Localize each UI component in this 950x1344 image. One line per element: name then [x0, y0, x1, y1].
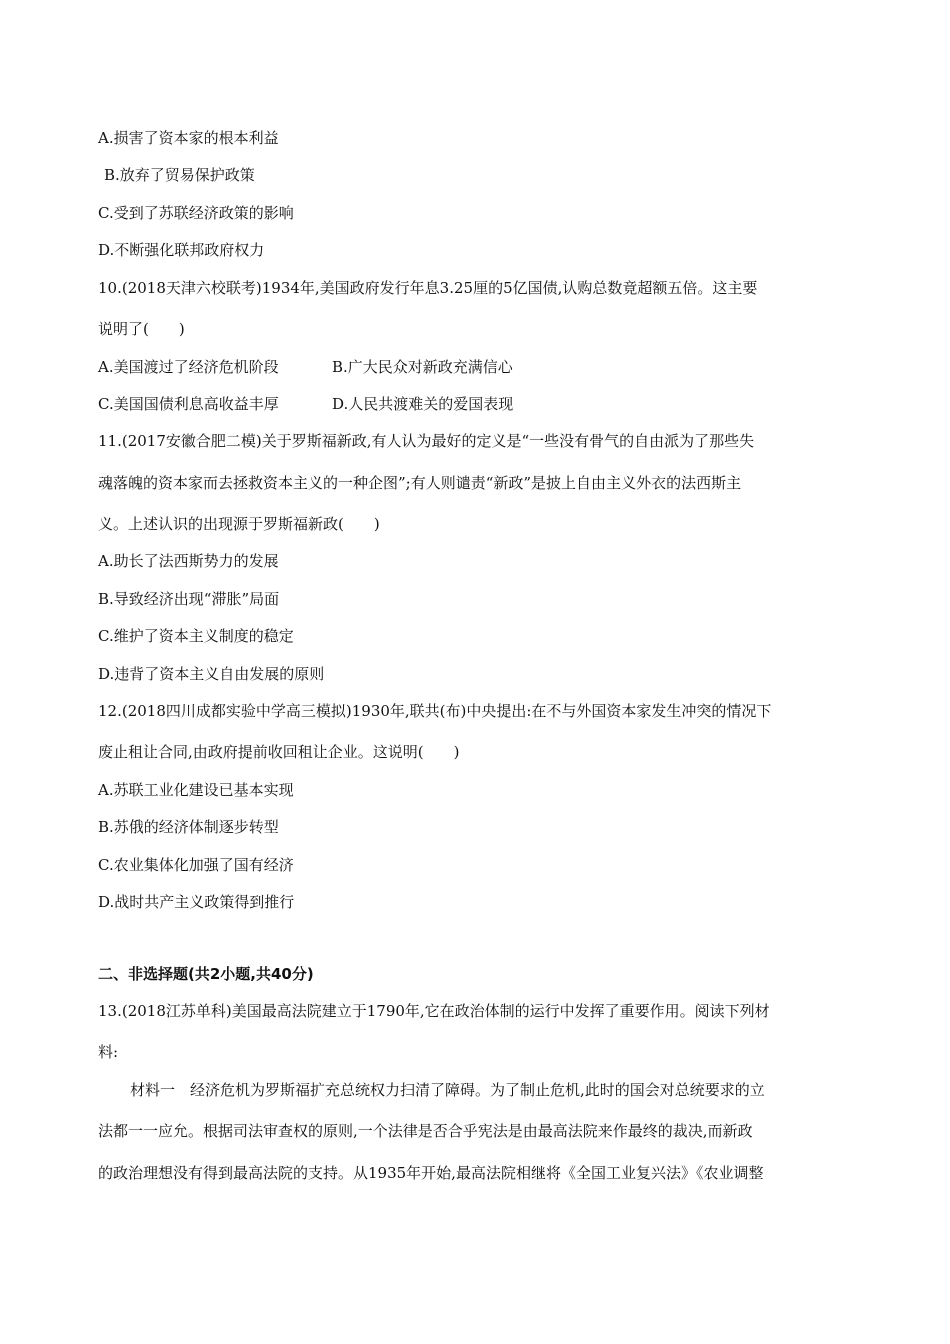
q12-option-c: C.农业集体化加强了国有经济	[98, 856, 294, 874]
q11-option-d: D.违背了资本主义自由发展的原则	[98, 665, 325, 683]
q9-option-d: D.不断强化联邦政府权力	[98, 241, 265, 259]
q12-stem-line-2: 废止租让合同,由政府提前收回租让企业。这说明( )	[98, 743, 460, 761]
q11-option-b: B.导致经济出现“滞胀”局面	[98, 590, 280, 608]
q10-option-a: A.美国渡过了经济危机阶段	[98, 358, 279, 376]
q13-material-line-2: 法都一一应允。根据司法审查权的原则,一个法律是否合乎宪法是由最高法院来作最终的裁决,而新政	[98, 1122, 753, 1140]
q13-stem-line-1: 13.(2018江苏单科)美国最高法院建立于1790年,它在政治体制的运行中发挥了重要作用。阅读下列材	[98, 1002, 770, 1020]
q9-option-a: A.损害了资本家的根本利益	[98, 129, 279, 147]
q9-option-b: B.放弃了贸易保护政策	[104, 166, 255, 184]
q13-stem-line-2: 料:	[98, 1043, 119, 1061]
q12-option-a: A.苏联工业化建设已基本实现	[98, 781, 294, 799]
q11-option-c: C.维护了资本主义制度的稳定	[98, 627, 294, 645]
q10-option-c: C.美国国债利息高收益丰厚	[98, 395, 279, 413]
q13-material-line-3: 的政治理想没有得到最高法院的支持。从1935年开始,最高法院相继将《全国工业复兴法》《农业调整	[98, 1164, 764, 1182]
q12-option-d: D.战时共产主义政策得到推行	[98, 893, 295, 911]
q11-stem-line-1: 11.(2017安徽合肥二模)关于罗斯福新政,有人认为最好的定义是“一些没有骨气的自由派为了那些失	[98, 432, 755, 450]
q11-stem-line-3: 义。上述认识的出现源于罗斯福新政( )	[98, 515, 380, 533]
q9-option-c: C.受到了苏联经济政策的影响	[98, 204, 294, 222]
q10-option-b: B.广大民众对新政充满信心	[332, 358, 513, 376]
q12-stem-line-1: 12.(2018四川成都实验中学高三模拟)1930年,联共(布)中央提出:在不与外国资本家发生冲突的情况下	[98, 702, 772, 720]
q10-stem-line-1: 10.(2018天津六校联考)1934年,美国政府发行年息3.25厘的5亿国债,认购总数竟超额五倍。这主要	[98, 279, 758, 297]
q11-option-a: A.助长了法西斯势力的发展	[98, 552, 279, 570]
q10-option-d: D.人民共渡难关的爱国表现	[332, 395, 514, 413]
q13-material-line-1: 材料一 经济危机为罗斯福扩充总统权力扫清了障碍。为了制止危机,此时的国会对总统要求的立	[130, 1081, 765, 1099]
q12-option-b: B.苏俄的经济体制逐步转型	[98, 818, 279, 836]
section-heading: 二、非选择题(共2小题,共40分)	[98, 965, 314, 983]
q11-stem-line-2: 魂落魄的资本家而去拯救资本主义的一种企图”;有人则谴责“新政”是披上自由主义外衣的法西斯主	[98, 474, 742, 492]
q10-stem-line-2: 说明了( )	[98, 320, 185, 338]
